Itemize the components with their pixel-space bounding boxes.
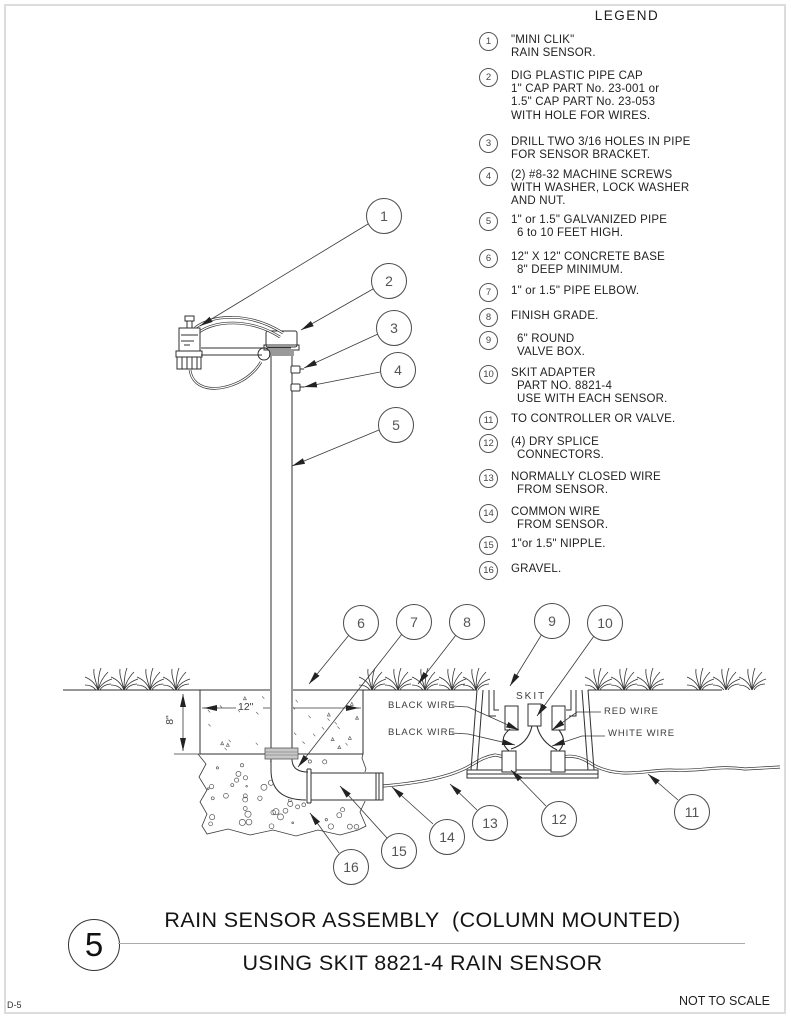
- legend-item-number: 5: [479, 212, 498, 231]
- legend-item-3: [479, 136, 690, 162]
- legend-line: COMMON WIRE: [511, 506, 601, 518]
- legend-item-10: [479, 367, 668, 407]
- legend-line: 6 to 10 FEET HIGH.: [517, 227, 624, 240]
- pipe-coupling: [265, 748, 298, 759]
- callout-9: 9: [534, 603, 570, 639]
- white-wire-label: WHITE WIRE: [608, 728, 676, 739]
- legend-item-number: 16: [479, 561, 498, 580]
- legend-item-number: 2: [479, 68, 498, 87]
- legend-line: "MINI CLIK": [511, 34, 575, 46]
- drawing-title-line1: RAIN SENSOR ASSEMBLY (COLUMN MOUNTED): [164, 908, 681, 932]
- legend-item-number: 15: [479, 536, 498, 555]
- skit-adapter: [528, 704, 541, 726]
- galvanized-pipe-column: [265, 352, 383, 803]
- legend-line: CONNECTORS.: [517, 449, 604, 462]
- callout-5: 5: [378, 407, 414, 443]
- legend-line: 1" or 1.5" PIPE ELBOW.: [511, 285, 640, 297]
- legend-item-number: 6: [479, 249, 498, 268]
- callout-16: 16: [333, 849, 369, 885]
- legend-line: 12" X 12" CONCRETE BASE: [511, 251, 666, 263]
- callout-11: 11: [674, 794, 710, 830]
- drawing-title-line2: USING SKIT 8821-4 RAIN SENSOR: [242, 951, 603, 975]
- legend-item-6: [479, 251, 665, 277]
- callout-13: 13: [472, 805, 508, 841]
- callout-4: 4: [380, 352, 416, 388]
- legend-item-number: 1: [479, 32, 498, 51]
- legend-line: GRAVEL.: [511, 563, 562, 575]
- legend-item-number: 14: [479, 504, 498, 523]
- legend-item-1: [479, 34, 596, 60]
- mini-clik-sensor: [176, 316, 202, 369]
- legend-item-16: [479, 563, 561, 580]
- dry-splice-connector: [502, 751, 516, 772]
- legend-line: 1" or 1.5" GALVANIZED PIPE: [511, 214, 668, 226]
- callout-15: 15: [381, 833, 417, 869]
- legend-line: RAIN SENSOR.: [511, 47, 596, 60]
- legend-line: NORMALLY CLOSED WIRE: [511, 471, 661, 483]
- callout-3: 3: [376, 310, 412, 346]
- dry-splice-connector: [551, 751, 565, 772]
- legend-item-number: 13: [479, 469, 498, 488]
- black-wire-label-top: BLACK WIRE: [388, 700, 456, 711]
- legend-line: USE WITH EACH SENSOR.: [517, 393, 668, 406]
- callout-2: 2: [371, 263, 407, 299]
- legend-line: (2) #8-32 MACHINE SCREWS: [511, 169, 673, 181]
- scale-note: NOT TO SCALE: [678, 994, 770, 1008]
- legend-title: LEGEND: [594, 8, 660, 23]
- legend-line: VALVE BOX.: [517, 346, 586, 359]
- legend-item-number: 10: [479, 365, 498, 384]
- detail-number-bubble: 5: [68, 919, 120, 971]
- legend-line: 8" DEEP MINIMUM.: [517, 264, 624, 277]
- legend-line: FROM SENSOR.: [517, 519, 609, 532]
- valve-box: [467, 690, 598, 778]
- legend-line: AND NUT.: [511, 195, 566, 208]
- legend-line: 6" ROUND: [517, 333, 575, 345]
- legend-item-11: [479, 413, 675, 430]
- callout-7: 7: [396, 604, 432, 640]
- legend-line: WITH WASHER, LOCK WASHER: [511, 182, 690, 195]
- legend-item-number: 4: [479, 167, 498, 186]
- legend-item-number: 9: [479, 331, 498, 350]
- legend-line: 1" CAP PART No. 23-001 or: [511, 83, 660, 96]
- legend-line: FINISH GRADE.: [511, 310, 599, 322]
- callout-10: 10: [587, 605, 623, 641]
- black-wire-label-bottom: BLACK WIRE: [388, 727, 456, 738]
- legend-item-number: 12: [479, 434, 498, 453]
- legend-item-number: 7: [479, 283, 498, 302]
- legend-item-14: [479, 506, 608, 532]
- title-divider: [118, 943, 745, 944]
- legend-item-5: [479, 214, 667, 240]
- legend-item-8: [479, 310, 599, 327]
- legend-item-15: [479, 538, 606, 555]
- legend-line: TO CONTROLLER OR VALVE.: [511, 413, 676, 425]
- wire-connectors: [502, 704, 565, 772]
- sheet-code: D-5: [7, 1000, 22, 1010]
- legend-item-9: [479, 333, 585, 359]
- finish-grade: [63, 668, 766, 690]
- legend-item-2: [479, 70, 659, 123]
- legend-line: (4) DRY SPLICE: [511, 436, 600, 448]
- callout-14: 14: [429, 819, 465, 855]
- callout-1: 1: [366, 198, 402, 234]
- legend-line: 1"or 1.5" NIPPLE.: [511, 538, 606, 550]
- legend-line: 1.5" CAP PART No. 23-053: [511, 96, 656, 109]
- callout-8: 8: [449, 604, 485, 640]
- legend-item-number: 11: [479, 411, 498, 430]
- legend-item-7: [479, 285, 639, 302]
- legend-item-13: [479, 471, 661, 497]
- dimension-lines: [174, 694, 361, 754]
- legend-line: FOR SENSOR BRACKET.: [511, 149, 651, 162]
- legend-item-number: 8: [479, 308, 498, 327]
- depth-dimension-label: 8": [163, 715, 176, 725]
- red-wire-label: RED WIRE: [604, 706, 659, 717]
- width-dimension-label: 12": [238, 701, 254, 713]
- legend-line: FROM SENSOR.: [517, 484, 609, 497]
- legend-item-12: [479, 436, 604, 462]
- callout-6: 6: [343, 605, 379, 641]
- legend-line: WITH HOLE FOR WIRES.: [511, 109, 651, 122]
- callout-12: 12: [541, 801, 577, 837]
- legend-line: DRILL TWO 3/16 HOLES IN PIPE: [511, 136, 691, 148]
- skit-label: SKIT: [516, 691, 547, 702]
- legend-line: PART NO. 8821-4: [517, 380, 613, 393]
- grass-tufts: [85, 668, 766, 690]
- legend-item-number: 3: [479, 134, 498, 153]
- legend-item-4: [479, 169, 689, 209]
- legend-line: SKIT ADAPTER: [511, 367, 596, 379]
- legend-line: DIG PLASTIC PIPE CAP: [511, 70, 643, 82]
